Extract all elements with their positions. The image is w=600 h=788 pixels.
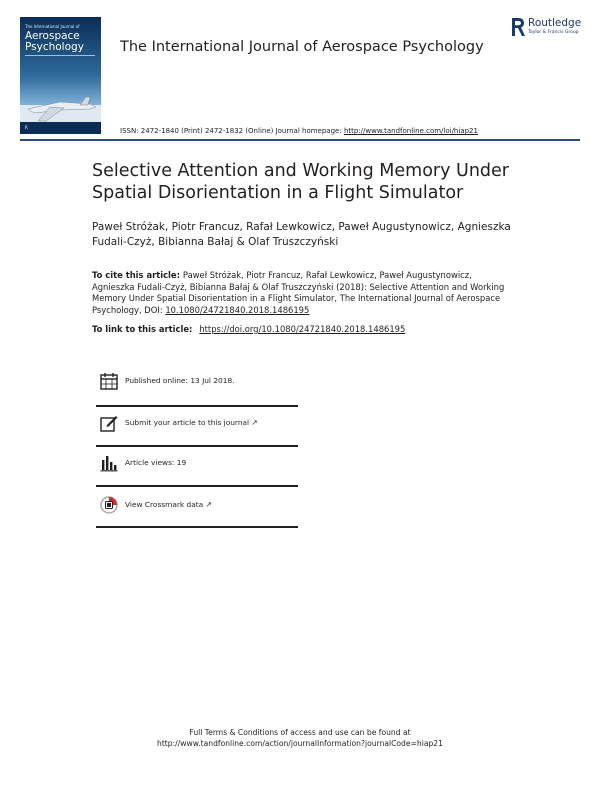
publisher-name: Routledge xyxy=(528,17,582,29)
article-doi-link[interactable]: https://doi.org/10.1080/24721840.2018.1486195 xyxy=(199,324,406,334)
external-link-icon: ↗ xyxy=(251,418,258,427)
article-title: Selective Attention and Working Memory Under Spatial Disorientation in a Flight Simulator xyxy=(92,161,509,203)
crossmark-icon xyxy=(100,496,118,514)
edit-icon xyxy=(100,414,118,432)
cover-small-text: The International Journal of xyxy=(25,24,80,29)
article-authors: Paweł Stróżak, Piotr Francuz, Rafał Lewkowicz, Paweł Augustynowicz, Agnieszka Fudali-Czyż, Bibianna Bałaj & Olaf Truszczyński xyxy=(92,221,511,248)
crossmark-row[interactable] xyxy=(96,490,298,520)
cover-publisher-mark: R xyxy=(25,125,28,130)
journal-homepage-link[interactable]: http://www.tandfonline.com/loi/hiap21 xyxy=(343,127,478,135)
citation-doi-link[interactable]: 10.1080/24721840.2018.1486195 xyxy=(165,304,310,315)
citation-block xyxy=(92,270,512,316)
journal-cover-image xyxy=(20,17,101,134)
publisher-logo xyxy=(510,16,590,40)
article-link-line xyxy=(92,324,512,334)
routledge-r-icon xyxy=(510,16,525,38)
info-divider xyxy=(96,485,298,487)
article-views-row xyxy=(96,448,298,478)
submit-article-link[interactable]: Submit your article to this journal ↗ xyxy=(125,418,258,427)
cover-divider xyxy=(25,55,95,56)
submit-article-row[interactable] xyxy=(96,408,298,438)
cover-title: Aerospace Psychology xyxy=(25,30,84,53)
external-link-icon: ↗ xyxy=(205,500,212,509)
info-divider xyxy=(96,405,298,407)
info-divider xyxy=(96,445,298,447)
article-views: Article views: 19 xyxy=(125,458,187,467)
info-divider xyxy=(96,526,298,528)
journal-title: The International Journal of Aerospace Psychology xyxy=(120,39,484,55)
issn-line: ISSN: 2472-1840 (Print) 2472-1832 (Online) Journal homepage: http://www.tandfonline.com/loi/hiap21 xyxy=(120,127,478,135)
link-label: To link to this article: xyxy=(92,324,196,334)
footer xyxy=(0,727,600,749)
publisher-tagline: Taylor & Francis Group xyxy=(528,30,579,35)
calendar-icon xyxy=(100,372,118,390)
bar-chart-icon xyxy=(100,454,118,472)
footer-terms-text: Full Terms & Conditions of access and use can be found at xyxy=(189,728,411,737)
published-row xyxy=(96,366,298,396)
footer-terms-link[interactable]: http://www.tandfonline.com/action/journalInformation?journalCode=hiap21 xyxy=(157,739,443,748)
citation-text: Paweł Stróżak, Piotr Francuz, Rafał Lewkowicz, Paweł Augustynowicz, Agnieszka Fudali-Czyż, Bibianna Bałaj & Olaf Truszczyński (2018): Selective Attention and Working Memory Under Spatial Disorientation in a Flight Simulator, The International Journal of Aerospace Psychology, DOI: xyxy=(92,270,505,315)
published-date: Published online: 13 Jul 2018. xyxy=(125,376,235,385)
citation-label: To cite this article: xyxy=(92,270,183,280)
crossmark-link[interactable]: View Crossmark data ↗ xyxy=(125,500,212,509)
header-divider xyxy=(20,139,580,141)
